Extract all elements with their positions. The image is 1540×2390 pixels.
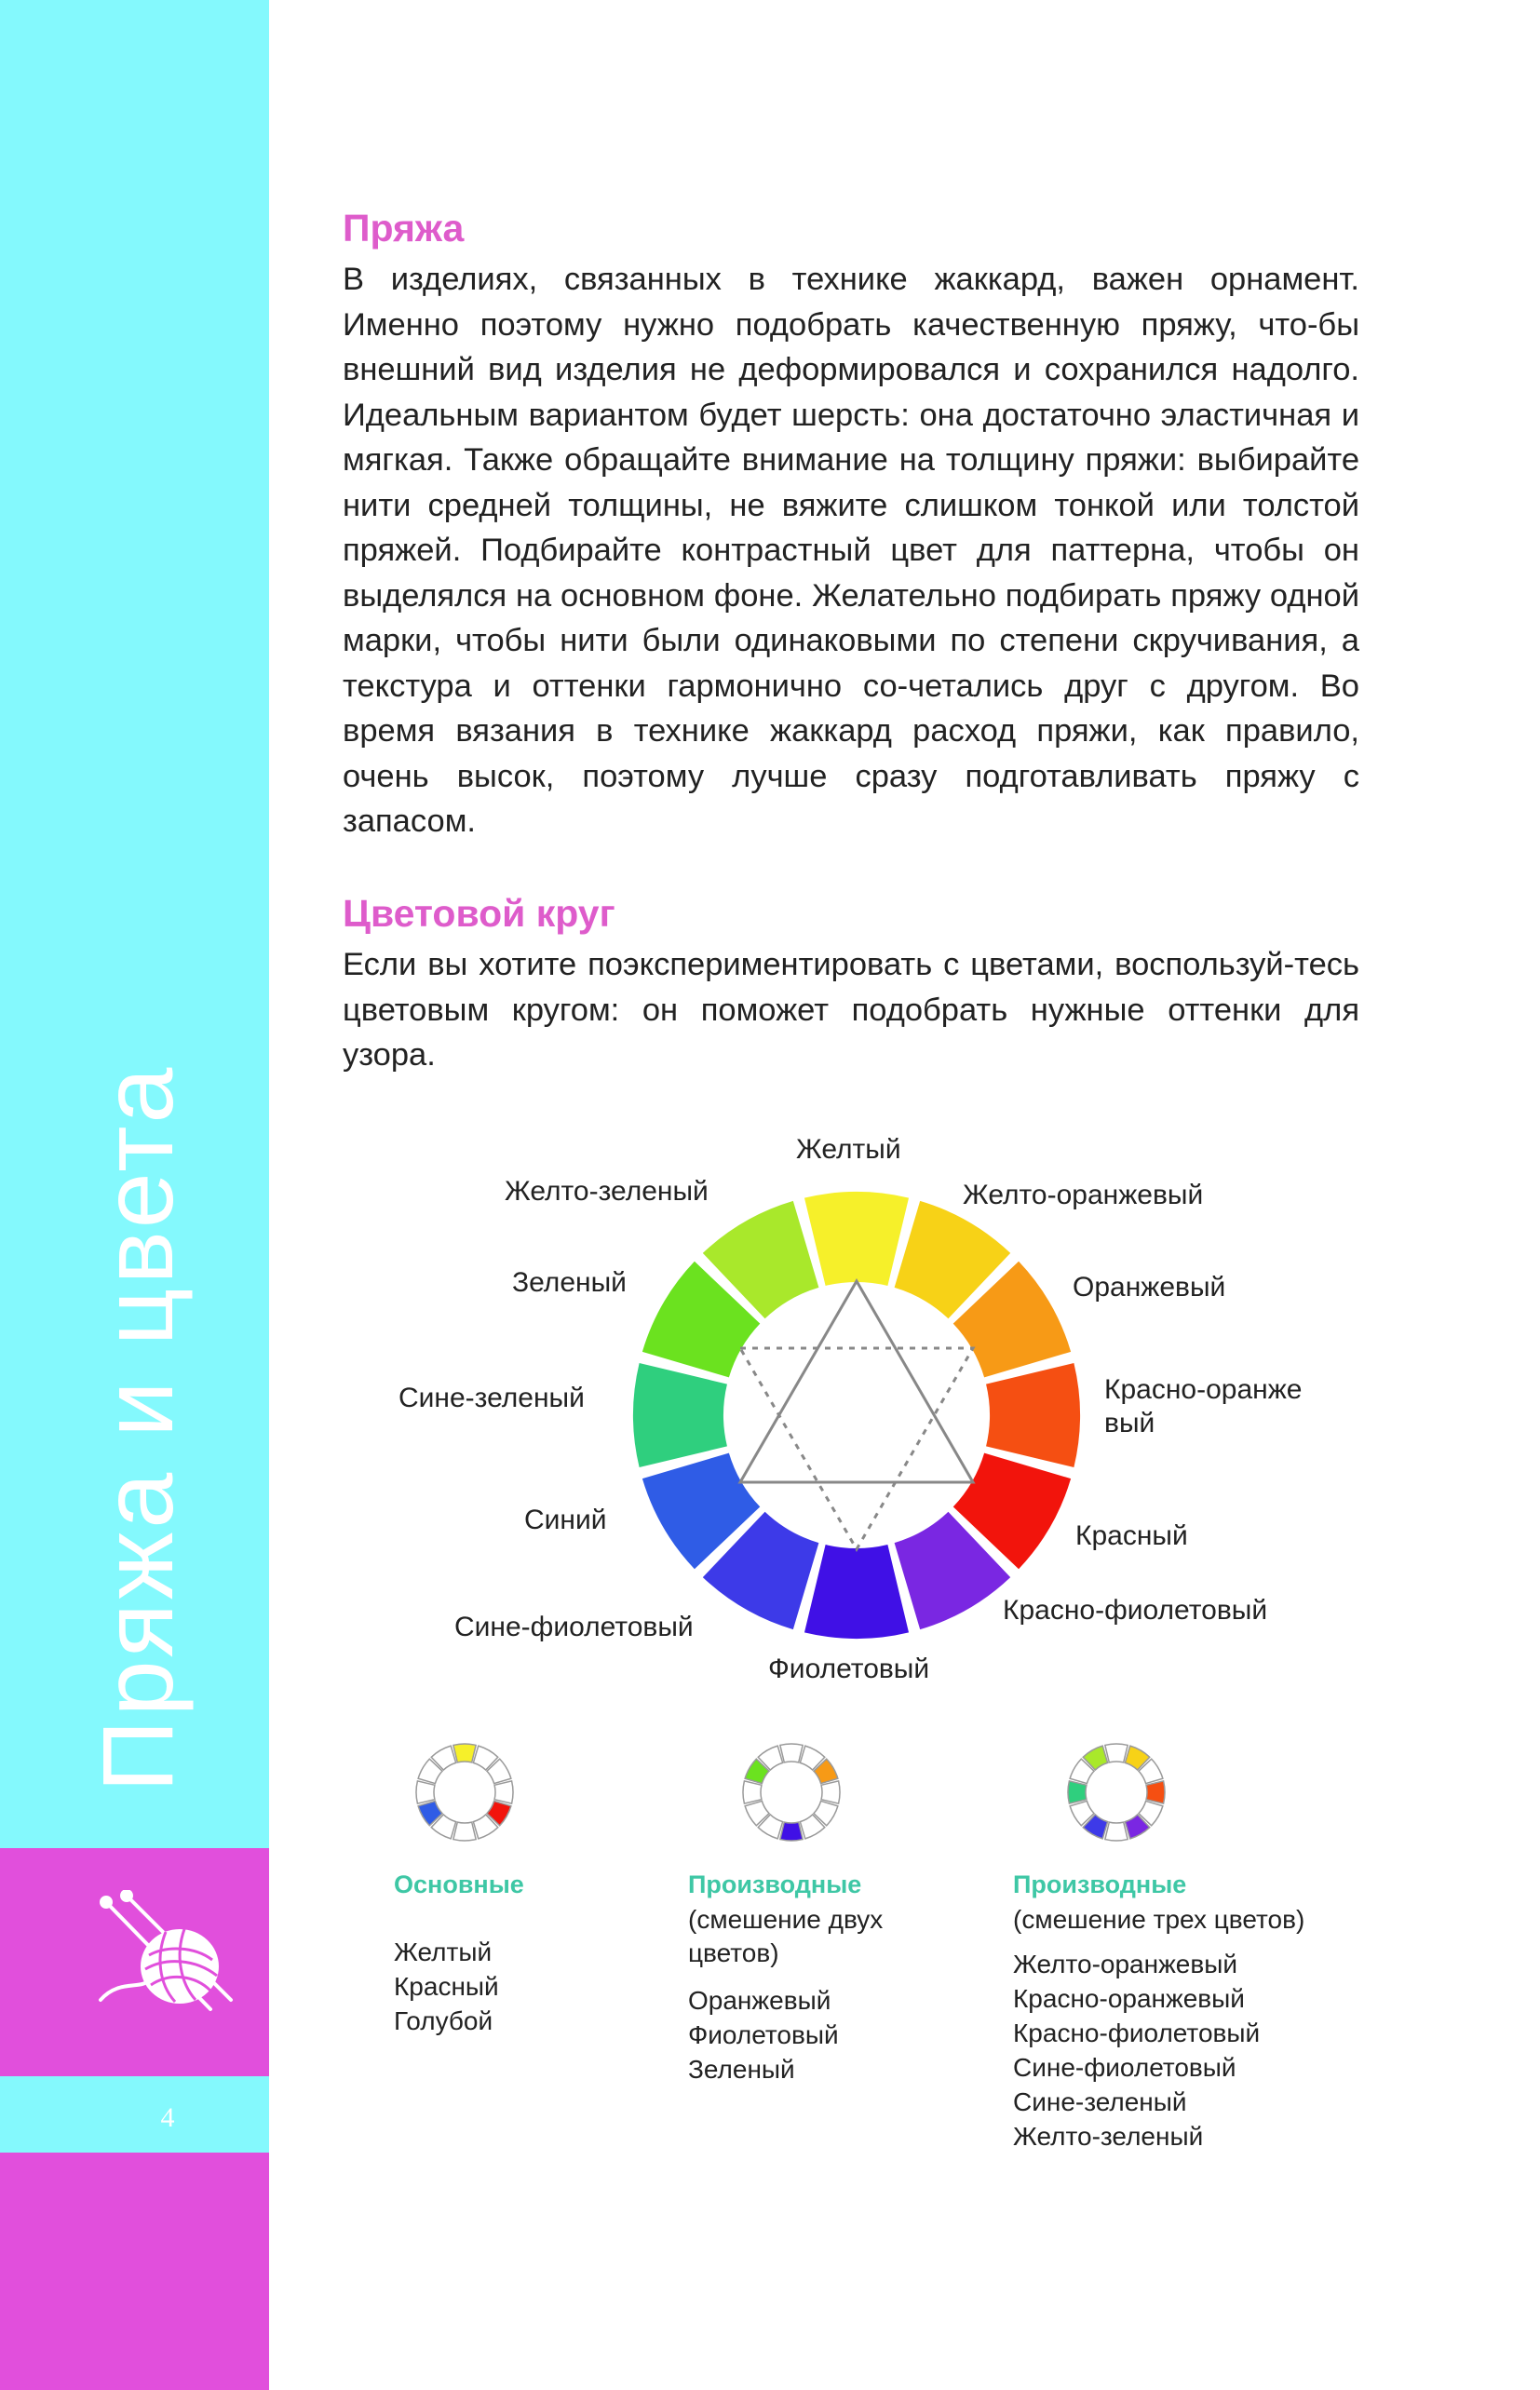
triangle-up bbox=[740, 1281, 973, 1482]
yarn-ball-icon bbox=[91, 1890, 240, 2030]
page-number: 4 bbox=[160, 2102, 175, 2133]
mini-wheel-segment bbox=[1105, 1744, 1128, 1762]
legend-heading-primary: Основные bbox=[394, 1870, 524, 1898]
section-title-color-wheel: Цветовой круг bbox=[343, 892, 615, 935]
wheel-segment bbox=[804, 1545, 909, 1639]
sidebar-bottom-band bbox=[0, 2153, 269, 2390]
wheel-label-red: Красный bbox=[1075, 1520, 1188, 1551]
legend-item: Сине-фиолетовый bbox=[1013, 2053, 1236, 2082]
mini-wheel-segment bbox=[780, 1744, 803, 1762]
wheel-label-red-orange-text: Красно-оранжевый bbox=[1104, 1374, 1303, 1438]
legend-subtitle-tertiary bbox=[1013, 1903, 1304, 1937]
paragraph-color-wheel: Если вы хотите поэкспериментировать с цветами, воспользуй-тесь цветовым кругом: он поможет подобрать нужные оттенки для узора. bbox=[343, 947, 1359, 1073]
wheel-label-yellow-orange: Желто-оранжевый bbox=[963, 1180, 1204, 1210]
legend-heading-tertiary: Производные bbox=[1013, 1870, 1187, 1898]
mini-wheel-segment bbox=[416, 1781, 435, 1803]
wheel-label-red-violet: Красно-фиолетовый bbox=[1003, 1595, 1268, 1626]
wheel-label-blue: Синий bbox=[524, 1505, 607, 1535]
mini-wheel-segment bbox=[453, 1822, 476, 1841]
legend-list-tertiary bbox=[1013, 1947, 1260, 2154]
legend-subtitle-line: (смешение двух bbox=[688, 1905, 884, 1934]
legend-item: Сине-зеленый bbox=[1013, 2087, 1187, 2116]
mini-wheel-segment bbox=[453, 1744, 476, 1762]
legend-heading-secondary: Производные bbox=[688, 1870, 862, 1898]
triangle-down-dashed bbox=[740, 1348, 973, 1549]
legend-item: Зеленый bbox=[688, 2055, 795, 2084]
section-title-yarn: Пряжа bbox=[343, 207, 465, 250]
mini-wheel-secondary bbox=[736, 1736, 847, 1848]
legend-item: Желтый bbox=[394, 1938, 493, 1966]
wheel-label-blue-violet: Сине-фиолетовый bbox=[454, 1612, 694, 1642]
legend-subtitle-line: цветов) bbox=[688, 1938, 779, 1967]
wheel-label-green: Зеленый bbox=[512, 1267, 627, 1298]
color-wheel bbox=[624, 1182, 1089, 1648]
mini-wheel-segment bbox=[780, 1822, 803, 1841]
legend-item: Оранжевый bbox=[688, 1986, 831, 2015]
legend-item: Желто-оранжевый bbox=[1013, 1950, 1238, 1978]
wheel-label-blue-green: Сине-зеленый bbox=[399, 1383, 585, 1413]
wheel-label-yellow: Желтый bbox=[796, 1134, 901, 1165]
wheel-segment bbox=[804, 1192, 909, 1286]
wheel-label-violet: Фиолетовый bbox=[768, 1654, 930, 1684]
legend-subtitle-secondary bbox=[688, 1903, 883, 1970]
legend-subtitle-line: (смешение трех цветов) bbox=[1013, 1905, 1305, 1934]
wheel-label-orange: Оранжевый bbox=[1073, 1272, 1226, 1303]
legend-item: Голубой bbox=[394, 2006, 493, 2035]
mini-wheel-primary bbox=[409, 1736, 520, 1848]
wheel-label-red-orange bbox=[1104, 1373, 1309, 1440]
wheel-segment bbox=[633, 1363, 727, 1467]
legend-item: Красно-фиолетовый bbox=[1013, 2019, 1261, 2047]
legend-list-primary bbox=[394, 1935, 499, 2038]
wheel-segment bbox=[986, 1363, 1080, 1467]
paragraph-yarn: В изделиях, связанных в технике жаккард, важен орнамент. Именно поэтому нужно подобрать качественную пряжу, что-бы внешний вид изделия не деформировался и сохранился надолго. Идеальным вариантом будет шерсть: она достаточно эластичная и мягкая. Также обращайте внимание на толщину пряжи: выбирайте нити средней толщины, не вяжите слишком тонкой или толстой пряжей. Подбирайте контрастный цвет для паттерна, чтобы он выделялся на основном фоне. Желательно подбирать пряжу одной марки, чтобы нити были одинаковыми по степени скручивания, а текстура и оттенки гармонично со-четались друг с другом. Во время вязания в технике жаккард расход пряжи, как правило, очень высок, поэтому лучше сразу подготавливать пряжу с запасом. bbox=[343, 262, 1359, 839]
legend-item: Красный bbox=[394, 1972, 499, 2001]
legend-item: Фиолетовый bbox=[688, 2020, 839, 2049]
mini-wheel-segment bbox=[821, 1781, 840, 1803]
legend-item: Красно-оранжевый bbox=[1013, 1984, 1245, 2013]
wheel-label-yellow-green: Желто-зеленый bbox=[505, 1176, 709, 1207]
mini-wheel-segment bbox=[1105, 1822, 1128, 1841]
chapter-vertical-title: Пряжа и цвета bbox=[81, 1063, 194, 1792]
mini-wheel-tertiary bbox=[1060, 1736, 1172, 1848]
mini-wheel-segment bbox=[494, 1781, 513, 1803]
mini-wheel-segment bbox=[1068, 1781, 1087, 1803]
mini-wheel-segment bbox=[1146, 1781, 1165, 1803]
legend-item: Желто-зеленый bbox=[1013, 2122, 1204, 2151]
mini-wheel-segment bbox=[743, 1781, 762, 1803]
legend-list-secondary bbox=[688, 1983, 839, 2086]
